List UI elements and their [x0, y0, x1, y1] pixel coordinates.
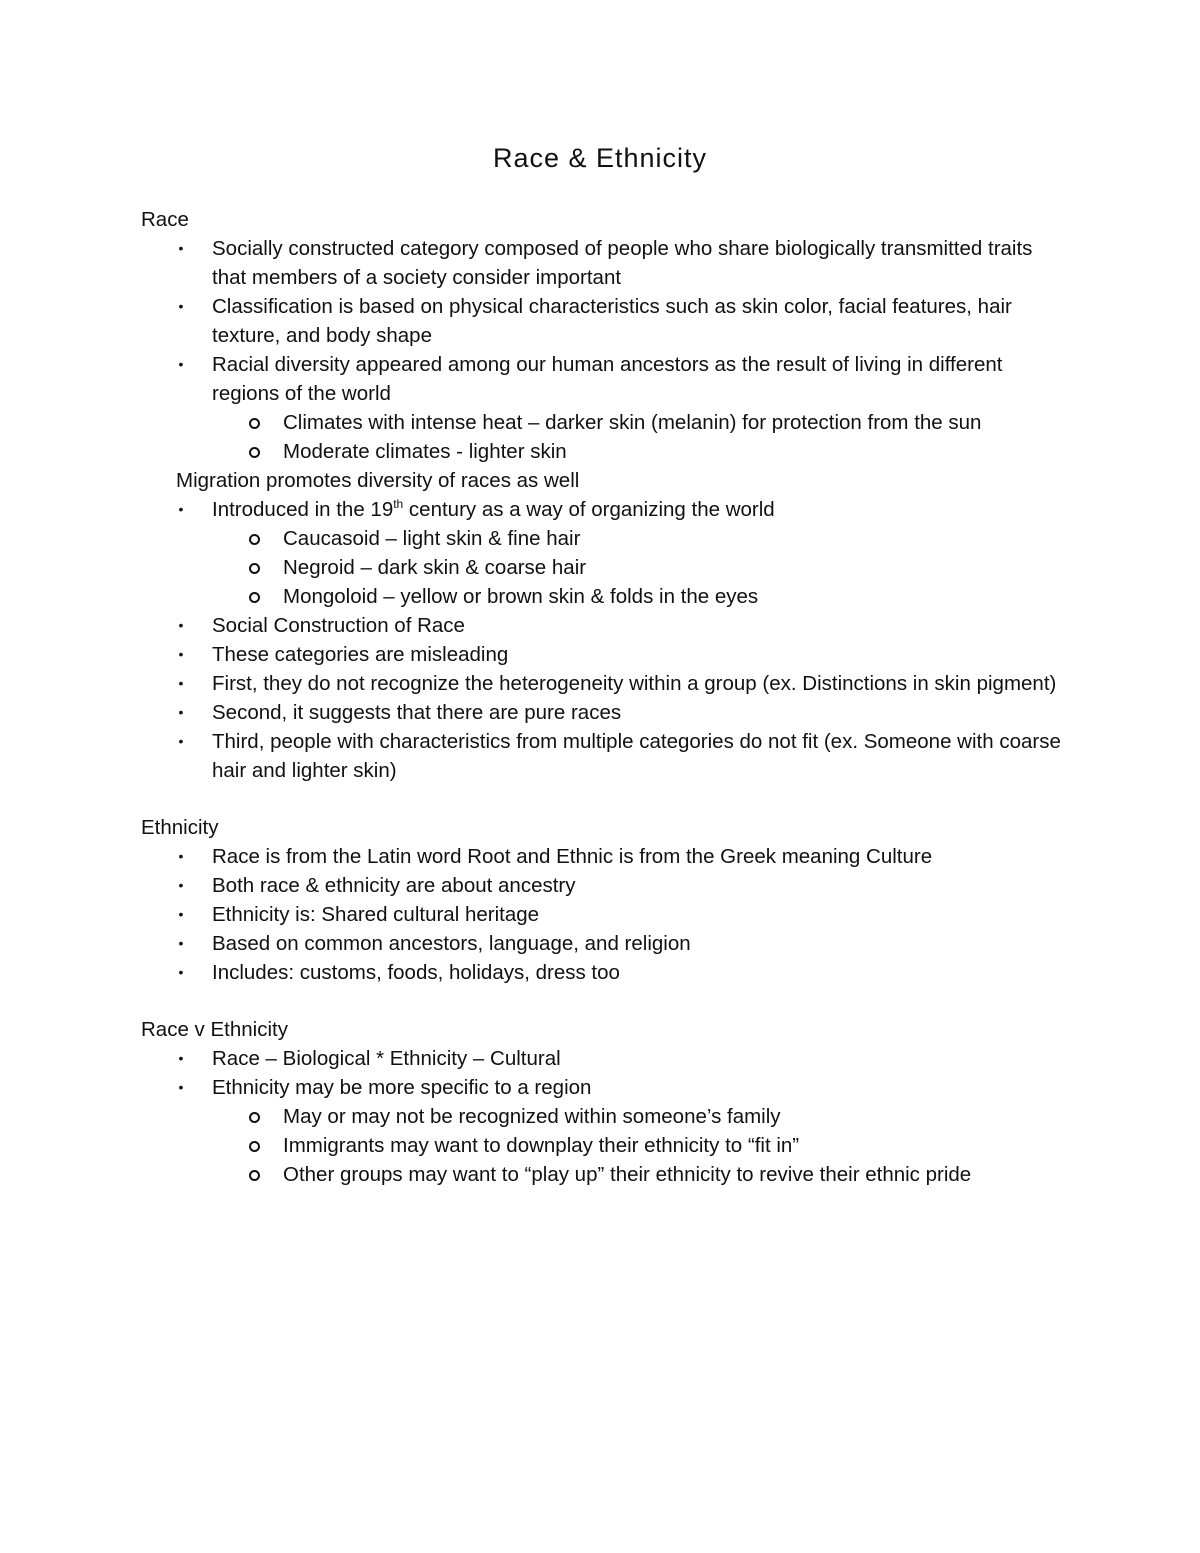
- sub-list-item-text: May or may not be recognized within someone’s family: [283, 1105, 781, 1128]
- race-v-ethnicity-bullet-list: [141, 1044, 1061, 1102]
- category-sub-list: [141, 524, 1061, 611]
- sub-list-item: [141, 1160, 1061, 1189]
- bullet-icon: •: [178, 240, 184, 256]
- introduced-bullet-list: [141, 495, 1061, 524]
- sub-list-item: [141, 553, 1061, 582]
- document-body: [141, 205, 1061, 1189]
- list-item-text: Race is from the Latin word Root and Ethnic is from the Greek meaning Culture: [212, 845, 933, 868]
- list-item-text: Racial diversity appeared among our human ancestors as the result of living in different regions of the world: [212, 353, 1003, 405]
- bullet-icon: •: [178, 964, 184, 980]
- introduced-text-before: Introduced in the 19: [212, 498, 394, 521]
- bullet-icon: •: [178, 356, 184, 372]
- list-item: [141, 929, 1061, 958]
- list-item-text: Both race & ethnicity are about ancestry: [212, 874, 576, 897]
- list-item-text: These categories are misleading: [212, 643, 509, 666]
- bullet-icon: •: [178, 906, 184, 922]
- section-spacer: [141, 785, 1061, 813]
- list-item: [141, 727, 1061, 785]
- list-item: [141, 958, 1061, 987]
- document-title: Race & Ethnicity: [492, 143, 708, 173]
- sub-list-item-text: Immigrants may want to downplay their ethnicity to “fit in”: [283, 1134, 800, 1157]
- section-spacer: [141, 987, 1061, 1015]
- migration-heading: Migration promotes diversity of races as well: [176, 469, 580, 492]
- ethnicity-bullet-list: [141, 842, 1061, 987]
- sub-list-item: [141, 1102, 1061, 1131]
- list-item: [141, 640, 1061, 669]
- race-v-ethnicity-sub-list: [141, 1102, 1061, 1189]
- sub-list-item-text: Negroid – dark skin & coarse hair: [283, 556, 587, 579]
- list-item-text: Classification is based on physical characteristics such as skin color, facial features, hair texture, and body shape: [212, 295, 1012, 347]
- list-item: [141, 871, 1061, 900]
- bullet-icon: •: [178, 877, 184, 893]
- circle-bullet-icon: [249, 418, 260, 429]
- introduced-text-after: century as a way of organizing the world: [403, 498, 775, 521]
- list-item-text: Ethnicity may be more specific to a region: [212, 1076, 592, 1099]
- sub-list-item: [141, 524, 1061, 553]
- sub-list-item: [141, 408, 1061, 437]
- list-item-text: Social Construction of Race: [212, 614, 465, 637]
- section-heading-ethnicity: Ethnicity: [141, 816, 219, 839]
- sub-list-item-text: Climates with intense heat – darker skin (melanin) for protection from the sun: [283, 411, 982, 434]
- section-heading-race: Race: [141, 208, 189, 231]
- bullet-icon: •: [178, 298, 184, 314]
- list-item: [141, 234, 1061, 292]
- list-item-text: Includes: customs, foods, holidays, dress too: [212, 961, 620, 984]
- list-item: [141, 698, 1061, 727]
- list-item: [141, 611, 1061, 640]
- sub-list-item-text: Other groups may want to “play up” their ethnicity to revive their ethnic pride: [283, 1163, 972, 1186]
- circle-bullet-icon: [249, 592, 260, 603]
- list-item: [141, 1073, 1061, 1102]
- bullet-icon: •: [178, 848, 184, 864]
- race-bullet-list: [141, 234, 1061, 408]
- list-item-text: Second, it suggests that there are pure races: [212, 701, 622, 724]
- circle-bullet-icon: [249, 534, 260, 545]
- sub-list-item: [141, 582, 1061, 611]
- ordinal-suffix: th: [393, 497, 404, 512]
- circle-bullet-icon: [249, 1141, 260, 1152]
- list-item: [141, 350, 1061, 408]
- bullet-icon: •: [178, 675, 184, 691]
- circle-bullet-icon: [249, 1112, 260, 1123]
- bullet-icon: •: [178, 501, 184, 517]
- section-heading-race-v-ethnicity: Race v Ethnicity: [141, 1018, 288, 1041]
- list-item: [141, 495, 1061, 524]
- bullet-icon: •: [178, 617, 184, 633]
- circle-bullet-icon: [249, 447, 260, 458]
- list-item: [141, 842, 1061, 871]
- list-item: [141, 900, 1061, 929]
- sub-list-item-text: Caucasoid – light skin & fine hair: [283, 527, 581, 550]
- list-item: [141, 1044, 1061, 1073]
- list-item-text: First, they do not recognize the heterogeneity within a group (ex. Distinctions in skin pigment): [212, 672, 1057, 695]
- list-item-text: Ethnicity is: Shared cultural heritage: [212, 903, 540, 926]
- list-item-text: Race – Biological * Ethnicity – Cultural: [212, 1047, 561, 1070]
- list-item-text: Socially constructed category composed of people who share biologically transmitted traits that members of a society consider important: [212, 237, 1033, 289]
- list-item-text: Third, people with characteristics from multiple categories do not fit (ex. Someone with coarse hair and lighter skin): [212, 730, 1061, 782]
- sub-list-item-text: Moderate climates - lighter skin: [283, 440, 567, 463]
- sub-list-item-text: Mongoloid – yellow or brown skin & folds in the eyes: [283, 585, 759, 608]
- bullet-icon: •: [178, 1050, 184, 1066]
- sub-list-item: [141, 1131, 1061, 1160]
- circle-bullet-icon: [249, 563, 260, 574]
- list-item: [141, 292, 1061, 350]
- race-more-bullet-list: [141, 611, 1061, 785]
- list-item-text: Based on common ancestors, language, and religion: [212, 932, 691, 955]
- bullet-icon: •: [178, 1079, 184, 1095]
- bullet-icon: •: [178, 646, 184, 662]
- climate-sub-list: [141, 408, 1061, 466]
- sub-list-item: [141, 437, 1061, 466]
- list-item: [141, 669, 1061, 698]
- circle-bullet-icon: [249, 1170, 260, 1181]
- bullet-icon: •: [178, 935, 184, 951]
- bullet-icon: •: [178, 733, 184, 749]
- bullet-icon: •: [178, 704, 184, 720]
